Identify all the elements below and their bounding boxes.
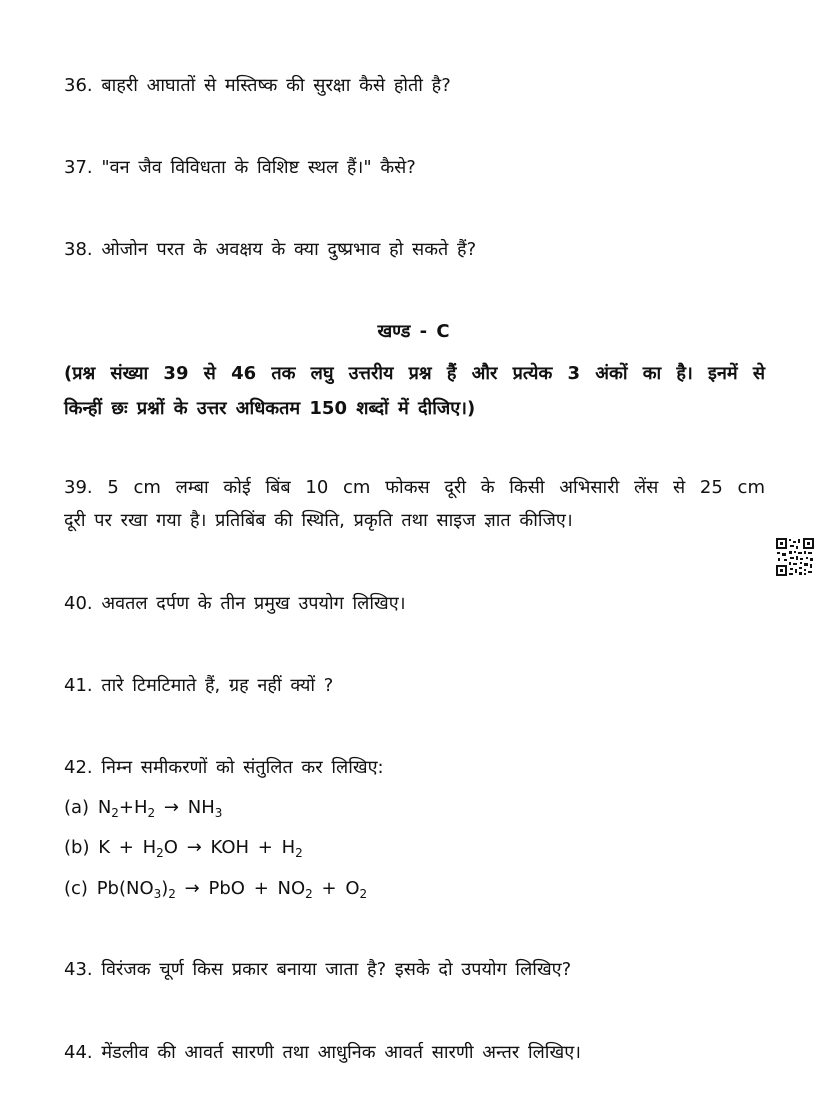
question-38 <box>64 234 765 266</box>
arrow-icon: → <box>184 878 200 899</box>
section-heading: खण्ड - C <box>377 321 450 342</box>
plus-sign: + <box>257 837 273 858</box>
plus-sign: + <box>118 837 134 858</box>
question-43: 43. विरंजक चूर्ण किस प्रकार बनाया जाता है? इसके दो उपयोग लिखिए? <box>64 959 572 980</box>
section-instruction-line1: (प्रश्न संख्या 39 से 46 तक लघु उत्तरीय प्रश्न हैं और प्रत्येक 3 अंकों का है। इनमें से <box>64 363 765 384</box>
question-39-line1: 39. 5 cm लम्बा कोई बिंब 10 cm फोकस दूरी के किसी अभिसारी लेंस से 25 cm <box>64 477 765 498</box>
plus-sign: + <box>253 878 269 899</box>
equation-a <box>64 792 765 824</box>
formula-part: H <box>281 837 296 858</box>
equation-label: (a) <box>64 797 90 818</box>
qr-code-icon <box>776 538 814 576</box>
question-number: 38. <box>64 239 93 260</box>
question-36 <box>64 70 765 102</box>
plus-sign: + <box>321 878 337 899</box>
subscript: 2 <box>111 806 119 820</box>
formula-part: ) <box>161 878 169 899</box>
arrow-icon: → <box>186 837 202 858</box>
subscript: 2 <box>305 887 313 901</box>
arrow-icon: → <box>163 797 180 818</box>
formula-part: O <box>345 878 360 899</box>
question-42-title: 42. निम्न समीकरणों को संतुलित कर लिखिए: <box>64 757 384 778</box>
question-text: "वन जैव विविधता के विशिष्ट स्थल हैं।" कैसे? <box>101 157 416 178</box>
formula-part: NO <box>277 878 306 899</box>
subscript: 2 <box>156 846 164 860</box>
question-39-line2: दूरी पर रखा गया है। प्रतिबिंब की स्थिति, प्रकृति तथा साइज ज्ञात कीजिए। <box>64 510 573 531</box>
formula-part: N <box>97 797 112 818</box>
question-number: 37. <box>64 157 93 178</box>
subscript: 2 <box>147 806 156 820</box>
equation-b <box>64 832 765 864</box>
subscript: 2 <box>359 887 368 901</box>
subscript: 2 <box>295 846 303 860</box>
subscript: 3 <box>153 887 162 901</box>
formula-part: PbO <box>208 878 245 899</box>
formula-part: +H <box>118 797 148 818</box>
question-text: बाहरी आघातों से मस्तिष्क की सुरक्षा कैसे होती है? <box>101 75 451 96</box>
question-text: ओजोन परत के अवक्षय के क्या दुष्प्रभाव हो सकते हैं? <box>101 239 477 260</box>
equation-label: (b) <box>64 837 90 858</box>
equation-label: (c) <box>64 878 88 899</box>
equation-c <box>64 873 765 905</box>
section-instruction-line2: किन्हीं छः प्रश्नों के उत्तर अधिकतम 150 शब्दों में दीजिए।) <box>64 398 476 419</box>
subscript: 3 <box>214 806 223 820</box>
question-37 <box>64 152 765 184</box>
question-41: 41. तारे टिमटिमाते हैं, ग्रह नहीं क्यों ? <box>64 675 334 696</box>
subscript: 2 <box>168 887 176 901</box>
question-number: 36. <box>64 75 93 96</box>
formula-part: KOH <box>210 837 250 858</box>
formula-part: NH <box>187 797 215 818</box>
question-40: 40. अवतल दर्पण के तीन प्रमुख उपयोग लिखिए। <box>64 593 406 614</box>
formula-part: K <box>98 837 111 858</box>
formula-part: H <box>142 837 157 858</box>
formula-part: Pb(NO <box>96 878 154 899</box>
question-44: 44. मेंडलीव की आवर्त सारणी तथा आधुनिक आवर्त सारणी अन्तर लिखिए। <box>64 1042 581 1063</box>
formula-part: O <box>163 837 178 858</box>
